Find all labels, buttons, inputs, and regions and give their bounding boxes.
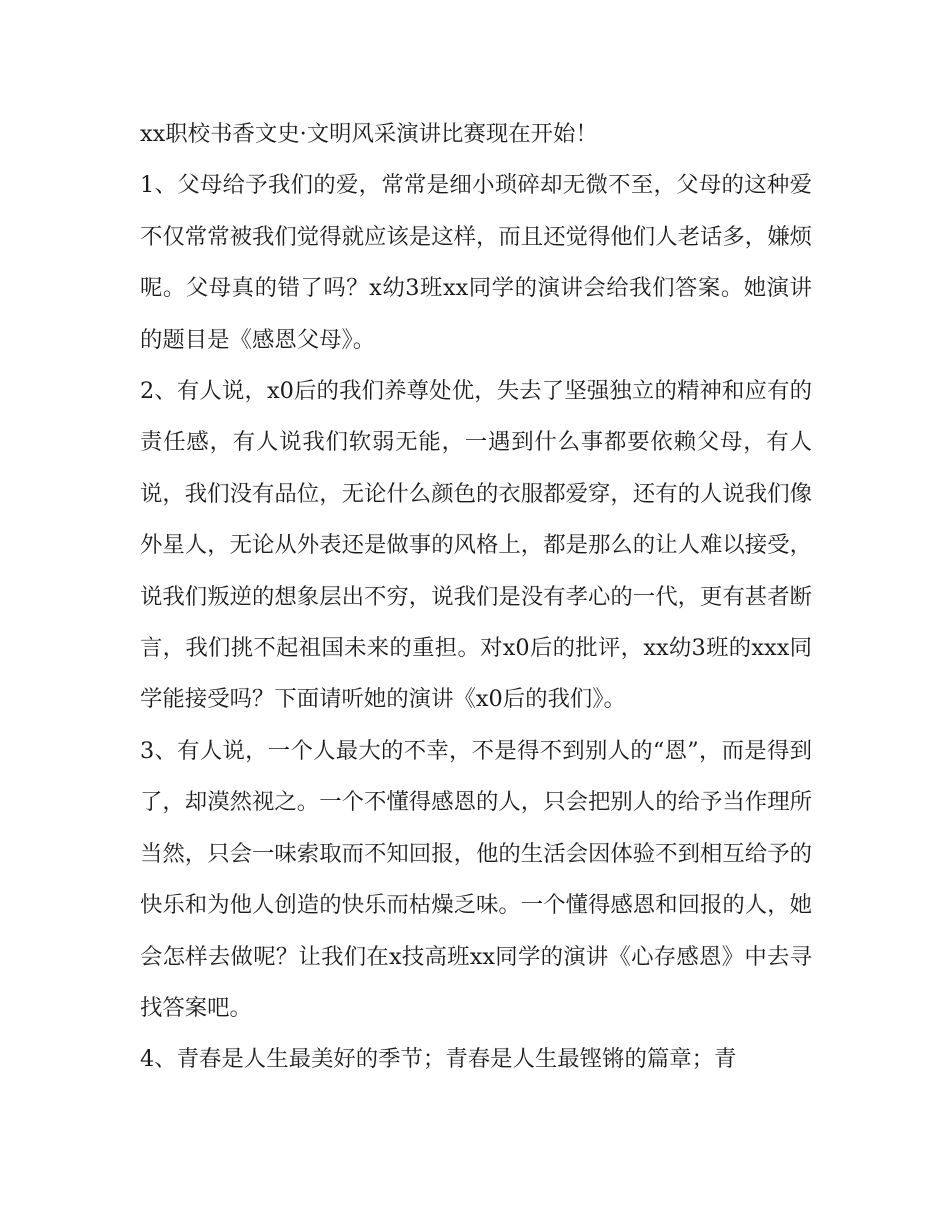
- paragraph-1: 1、父母给予我们的爱，常常是细小琐碎却无微不至，父母的这种爱不仅常常被我们觉得就应该是这样，而且还觉得他们人老话多，嫌烦呢。父母真的错了吗？x幼3班xx同学的演讲会给我们答案。她演讲的题目是《感恩父母》。: [140, 172, 812, 353]
- document-body: [140, 109, 812, 1086]
- paragraph-3: 3、有人说，一个人最大的不幸，不是得不到别人的“恩”，而是得到了，却漠然视之。一个不懂得感恩的人，只会把别人的给予当作理所当然，只会一味索取而不知回报，他的生活会因体验不到相互给予的快乐和为他人创造的快乐而枯燥乏味。一个懂得感恩和回报的人，她会怎样去做呢？让我们在x技高班xx同学的演讲《心存感恩》中去寻找答案吧。: [140, 737, 812, 1021]
- paragraph-4: 4、青春是人生最美好的季节；青春是人生最铿锵的篇章；青: [140, 1046, 737, 1073]
- intro-paragraph: xx职校书香文史·文明风采演讲比赛现在开始！: [140, 121, 598, 147]
- paragraph-2: 2、有人说，x0后的我们养尊处优，失去了坚强独立的精神和应有的责任感，有人说我们软弱无能，一遇到什么事都要依赖父母，有人说，我们没有品位，无论什么颜色的衣服都爱穿，还有的人说我们像外星人，无论从外表还是做事的风格上，都是那么的让人难以接受，说我们叛逆的想象层出不穷，说我们是没有孝心的一代，更有甚者断言，我们挑不起祖国未来的重担。对x0后的批评，xx幼3班的xxx同学能接受吗？下面请听她的演讲《x0后的我们》。: [140, 378, 812, 713]
